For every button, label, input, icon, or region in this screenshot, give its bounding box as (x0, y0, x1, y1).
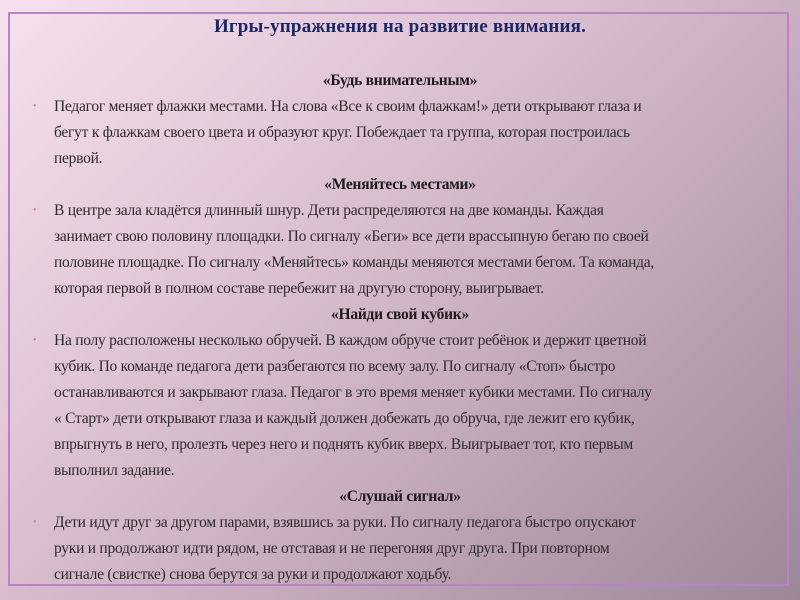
line-text: занимает свою половину площадки. По сигналу «Беги» все дети врассыпную бегаю по своей (54, 228, 649, 245)
game-description-line (0, 120, 800, 146)
game-description-line (0, 276, 800, 302)
bullet-icon: • (33, 205, 37, 216)
game-description-line (0, 380, 800, 406)
line-text: бегут к флажкам своего цвета и образуют круг. Побеждает та группа, которая построилась (54, 124, 630, 141)
line-text: впрыгнуть в него, пролезть через него и поднять кубик вверх. Выигрывает тот, кто первым (54, 436, 633, 453)
game-description-line (0, 510, 800, 536)
game-description-line (0, 328, 800, 354)
slide-title: Игры-упражнения на развитие внимания. (213, 16, 587, 37)
line-text: « Старт» дети открывают глаза и каждый должен добежать до обруча, где лежит его кубик, (54, 410, 635, 427)
slide-content (0, 68, 800, 588)
line-text: Педагог меняет флажки местами. На слова «Все к своим флажкам!» дети открывают глаза и (54, 98, 642, 115)
line-text: Дети идут друг за другом парами, взявшись за руки. По сигналу педагога быстро опускают (54, 514, 636, 531)
line-text: выполнил задание. (54, 462, 175, 479)
game-description-line (0, 146, 800, 172)
game-description-line (0, 432, 800, 458)
line-text: останавливаются и закрывают глаза. Педагог в это время меняет кубики местами. По сигналу (54, 384, 652, 401)
line-text: первой. (54, 150, 103, 167)
game-heading: «Меняйтесь местами» (324, 176, 476, 193)
game-description-line (0, 198, 800, 224)
line-text: кубик. По команде педагога дети разбегаются по всему залу. По сигналу «Стоп» быстро (54, 358, 616, 375)
line-text: половине площадке. По сигналу «Меняйтесь» команды меняются местами бегом. Та команда, (54, 254, 655, 271)
line-text: В центре зала кладётся длинный шнур. Дети распределяются на две команды. Каждая (54, 202, 604, 219)
game-description-line (0, 250, 800, 276)
game-description-line (0, 458, 800, 484)
bullet-icon: • (33, 101, 37, 112)
game-heading: «Будь внимательным» (322, 72, 478, 89)
line-text: сигнале (свистке) снова берутся за руки и продолжают ходьбу. (54, 566, 452, 583)
line-text: руки и продолжают идти рядом, не отставая и не перегоняя друг друга. При повторном (54, 540, 610, 557)
bullet-icon: • (33, 517, 37, 528)
bullet-icon: • (33, 335, 37, 346)
game-description-line (0, 406, 800, 432)
game-heading: «Найди свой кубик» (331, 306, 469, 323)
game-description-line (0, 562, 800, 588)
game-description-line (0, 94, 800, 120)
line-text: На полу расположены несколько обручей. В каждом обруче стоит ребёнок и держит цветной (54, 332, 647, 349)
game-description-line (0, 224, 800, 250)
game-description-line (0, 536, 800, 562)
game-description-line (0, 354, 800, 380)
game-heading: «Слушай сигнал» (339, 488, 461, 505)
line-text: которая первой в полном составе перебежит на другую сторону, выигрывает. (54, 280, 544, 297)
